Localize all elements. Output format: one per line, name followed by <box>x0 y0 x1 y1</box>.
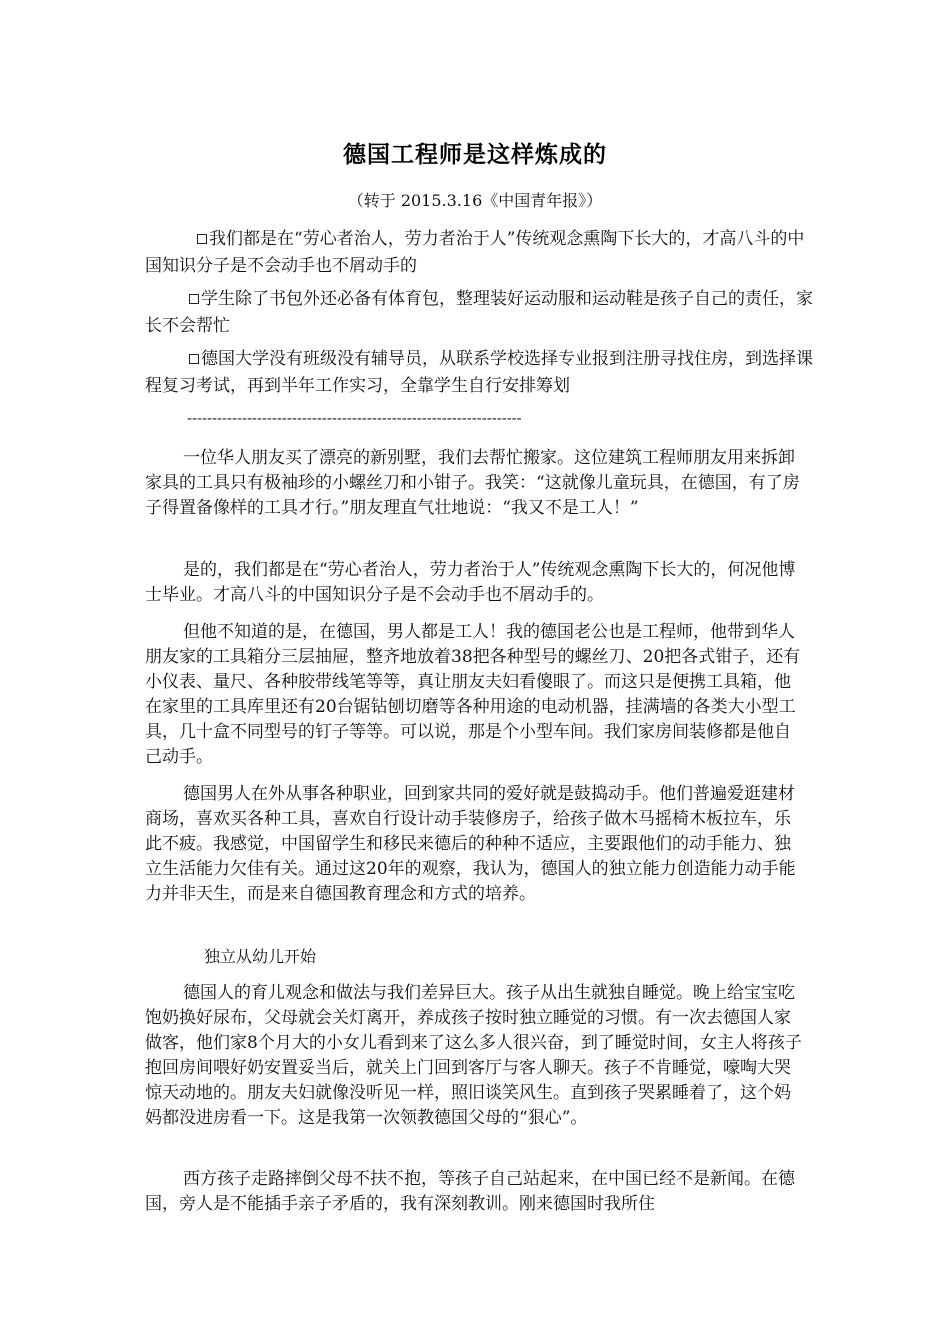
highlight-text: 德国大学没有班级没有辅导员，从联系学校选择专业报到注册寻找住房，到选择课程复习考试，再到半年工作实习，全靠学生自行安排筹划 <box>145 349 813 396</box>
highlight-item <box>145 286 815 340</box>
checkbox-square-icon <box>189 294 199 304</box>
highlight-item <box>145 226 815 280</box>
section-subheading: 独立从幼儿开始 <box>204 947 317 966</box>
highlight-item <box>145 346 815 400</box>
highlight-text: 我们都是在“劳心者治人，劳力者治于人”传统观念熏陶下长大的，才高八斗的中国知识分子是不会动手也不屑动手的 <box>145 229 805 276</box>
checkbox-square-icon <box>189 354 199 364</box>
highlight-text: 学生除了书包外还必备有体育包，整理装好运动服和运动鞋是孩子自己的责任，家长不会帮忙 <box>145 289 813 336</box>
body-paragraph: 西方孩子走路摔倒父母不扶不抱，等孩子自己站起来，在中国已经不是新闻。在德国，旁人是不能插手亲子矛盾的，我有深刻教训。刚来德国时我所住 <box>145 1169 795 1214</box>
body-paragraph: 一位华人朋友买了漂亮的新别墅，我们去帮忙搬家。这位建筑工程师朋友用来拆卸家具的工具只有极袖珍的小螺丝刀和小钳子。我笑：“这就像儿童玩具，在德国，有了房子得置备像样的工具才行。”朋友理直气壮地说：“我又不是工人！” <box>145 448 800 518</box>
article-title: 德国工程师是这样炼成的 <box>343 142 607 168</box>
body-paragraph: 德国人的育儿观念和做法与我们差异巨大。孩子从出生就独自睡觉。晚上给宝宝吃饱奶换好尿布，父母就会关灯离开，养成孩子按时独立睡觉的习惯。有一次去德国人家做客，他们家8个月大的小女儿看到来了这么多人很兴奋，到了睡觉时间，女主人将孩子抱回房间喂好奶安置妥当后，就关上门回到客厅与客人聊天。孩子不肯睡觉，嚎啕大哭惊天动地的。朋友夫妇就像没听见一样，照旧谈笑风生。直到孩子哭累睡着了，这个妈妈都没进房看一下。这是我第一次领教德国父母的“狠心”。 <box>145 983 802 1128</box>
body-paragraph: 德国男人在外从事各种职业，回到家共同的爱好就是鼓捣动手。他们普遍爱逛建材商场，喜欢买各种工具，喜欢自行设计动手装修房子，给孩子做木马摇椅木板拉车，乐此不疲。我感觉，中国留学生和移民来德后的种种不适应，主要跟他们的动手能力、独立生活能力欠佳有关。通过这20年的观察，我认为，德国人的独立能力创造能力动手能力并非天生，而是来自德国教育理念和方式的培养。 <box>145 784 796 904</box>
section-divider: ------------------------------------------------------------------- <box>187 410 522 427</box>
body-paragraph: 是的，我们都是在“劳心者治人，劳力者治于人”传统观念熏陶下长大的，何况他博士毕业。才高八斗的中国知识分子是不会动手也不屑动手的。 <box>145 560 796 605</box>
article-source: （转于 2015.3.16《中国青年报》） <box>347 191 603 210</box>
body-paragraph: 但他不知道的是，在德国，男人都是工人！我的德国老公也是工程师，他带到华人朋友家的工具箱分三层抽屉，整齐地放着38把各种型号的螺丝刀、20把各式钳子，还有小仪表、量尺、各种胶带线笔等等，真让朋友夫妇看傻眼了。而这只是便携工具箱，他在家里的工具库里还有20台锯钻刨切磨等各种用途的电动机器，挂满墙的各类大小型工具，几十盒不同型号的钉子等等。可以说，那是个小型车间。我们家房间装修都是他自己动手。 <box>145 622 801 767</box>
checkbox-square-icon <box>197 234 207 244</box>
